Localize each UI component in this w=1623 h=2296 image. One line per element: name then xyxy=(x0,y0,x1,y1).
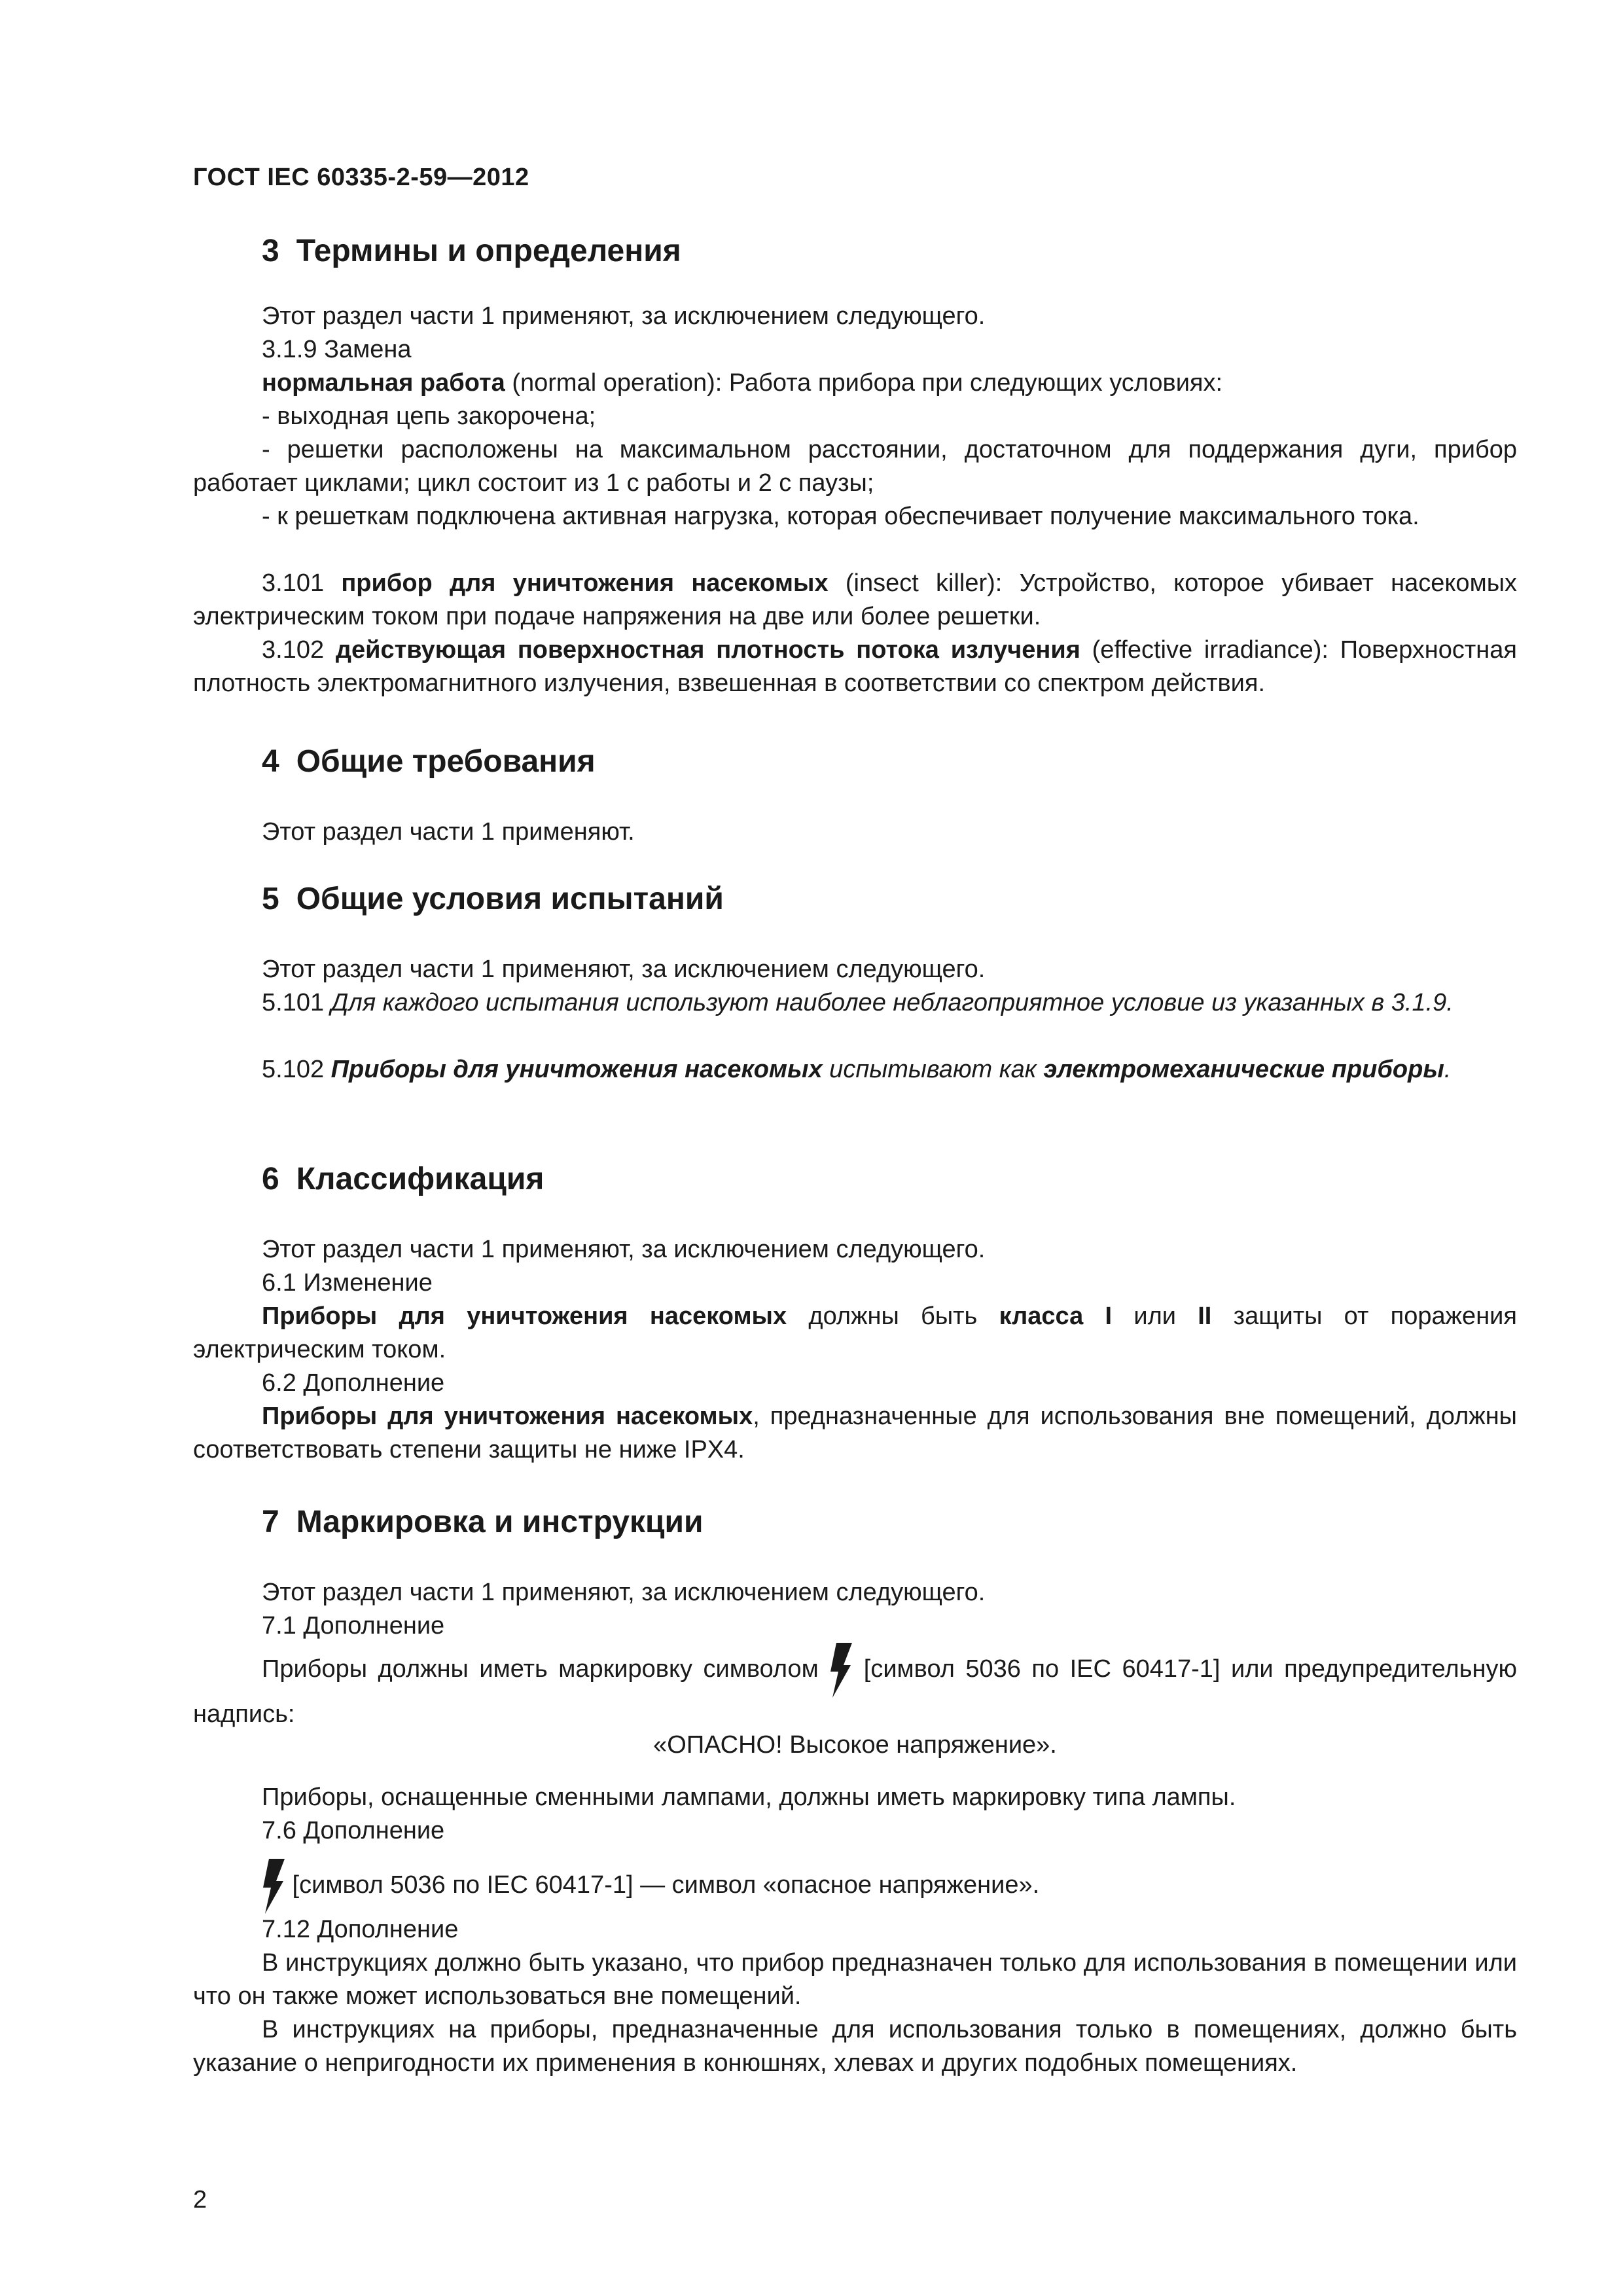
paragraph: Этот раздел части 1 применяют, за исключением следующего. xyxy=(262,1579,986,1606)
list-item: - решетки расположены на максимальном расстоянии, достаточном для поддержания дуги, прибор работает циклами; цикл состоит из 1 с работы и 2 с паузы; xyxy=(193,436,1517,497)
clause-5-101 xyxy=(193,986,1517,1020)
section-number: 6 xyxy=(262,1162,279,1196)
high-voltage-icon xyxy=(262,1859,285,1914)
section-3-heading xyxy=(262,233,681,269)
clause-3-1-9: 3.1.9 Замена xyxy=(262,336,412,363)
clause-6-1-text xyxy=(193,1300,1517,1367)
section-5-heading xyxy=(262,881,724,917)
list-item: - выходная цепь закорочена; xyxy=(262,403,596,430)
clause-text: Для каждого испытания используют наиболее неблагоприятное условие из указанных в 3.1.9. xyxy=(330,989,1454,1016)
section-title: Общие условия испытаний xyxy=(296,882,724,916)
term: прибор для уничтожения насекомых xyxy=(341,569,829,597)
clause-7-1-text xyxy=(193,1643,1517,1731)
term: Приборы для уничтожения насекомых xyxy=(262,1403,753,1430)
warning-inscription: «ОПАСНО! Высокое напряжение». xyxy=(653,1731,1057,1759)
text: или xyxy=(1112,1302,1198,1330)
term: Приборы для уничтожения насекомых xyxy=(262,1302,787,1330)
clause-6-1: 6.1 Изменение xyxy=(262,1269,433,1297)
clause-7-1: 7.1 Дополнение xyxy=(262,1612,445,1640)
term: нормальная работа xyxy=(262,369,505,397)
section-number: 5 xyxy=(262,882,279,916)
text: Приборы должны иметь маркировку символом xyxy=(262,1655,830,1683)
clause-7-6: 7.6 Дополнение xyxy=(262,1817,445,1844)
clause-6-2-text xyxy=(193,1400,1517,1467)
term: класса I xyxy=(999,1302,1113,1330)
definition: (insect killer): Устройство, которое убивает насекомых электрическим током при подаче напряжения на две или более решетки. xyxy=(193,569,1518,630)
list-item: - к решеткам подключена активная нагрузка, которая обеспечивает получение максимального тока. xyxy=(262,503,1419,530)
page-number: 2 xyxy=(193,2186,207,2214)
clause-5-102 xyxy=(193,1053,1517,1086)
section-number: 7 xyxy=(262,1505,279,1539)
term: электромеханические приборы xyxy=(1043,1056,1444,1083)
term: II xyxy=(1198,1302,1212,1330)
clause-3-101 xyxy=(193,567,1517,634)
high-voltage-icon xyxy=(829,1643,853,1698)
text: [символ 5036 по IEC 60417-1] — символ «опасное напряжение». xyxy=(285,1871,1040,1899)
paragraph: В инструкциях на приборы, предназначенные для использования только в помещениях, должно быть указание о непригодности их применения в конюшнях, хлевах и других подобных помещениях. xyxy=(193,2016,1517,2077)
symbol-line xyxy=(262,1859,1517,1914)
paragraph: В инструкциях должно быть указано, что прибор предназначен только для использования в помещении или что он также может использоваться вне помещений. xyxy=(193,1949,1517,2010)
clause-number: 3.101 xyxy=(262,569,342,597)
definition: (normal operation): Работа прибора при следующих условиях: xyxy=(505,369,1223,397)
section-number: 4 xyxy=(262,744,279,779)
text: должны быть xyxy=(787,1302,999,1330)
clause-number: 5.101 xyxy=(262,989,331,1016)
section-4-heading xyxy=(262,744,596,780)
term: действующая поверхностная плотность потока излучения xyxy=(335,636,1080,664)
term: Приборы для уничтожения насекомых xyxy=(330,1056,823,1083)
paragraph: Этот раздел части 1 применяют, за исключением следующего. xyxy=(262,302,986,330)
term-normal-operation xyxy=(193,367,1517,400)
clause-7-12: 7.12 Дополнение xyxy=(262,1916,459,1943)
clause-3-102 xyxy=(193,634,1517,700)
clause-text: испытывают как xyxy=(822,1056,1044,1083)
paragraph: Этот раздел части 1 применяют. xyxy=(262,818,635,846)
section-title: Общие требования xyxy=(296,744,596,779)
text: защиты от поражения электрическим током. xyxy=(193,1302,1517,1363)
section-title: Маркировка и инструкции xyxy=(296,1505,704,1539)
clause-number: 5.102 xyxy=(262,1056,331,1083)
paragraph: Приборы, оснащенные сменными лампами, должны иметь маркировку типа лампы. xyxy=(262,1784,1236,1811)
text: , предназначенные для использования вне помещений, должны соответствовать степени защиты не ниже IPX4. xyxy=(193,1403,1517,1463)
paragraph: Этот раздел части 1 применяют, за исключением следующего. xyxy=(262,956,986,983)
section-7-heading xyxy=(262,1504,704,1540)
section-number: 3 xyxy=(262,234,279,268)
section-title: Классификация xyxy=(296,1162,544,1196)
section-6-heading xyxy=(262,1161,544,1197)
text: [символ 5036 по IEC 60417-1] или предупредительную надпись: xyxy=(193,1655,1517,1728)
document-header: ГОСТ IEC 60335-2-59—2012 xyxy=(193,164,529,191)
clause-number: 3.102 xyxy=(262,636,336,664)
clause-text: . xyxy=(1444,1056,1452,1083)
section-title: Термины и определения xyxy=(296,234,681,268)
definition: (effective irradiance): Поверхностная плотность электромагнитного излучения, взвешенная в соответствии со спектром действия. xyxy=(193,636,1517,697)
clause-6-2: 6.2 Дополнение xyxy=(262,1369,445,1397)
paragraph: Этот раздел части 1 применяют, за исключением следующего. xyxy=(262,1236,986,1263)
